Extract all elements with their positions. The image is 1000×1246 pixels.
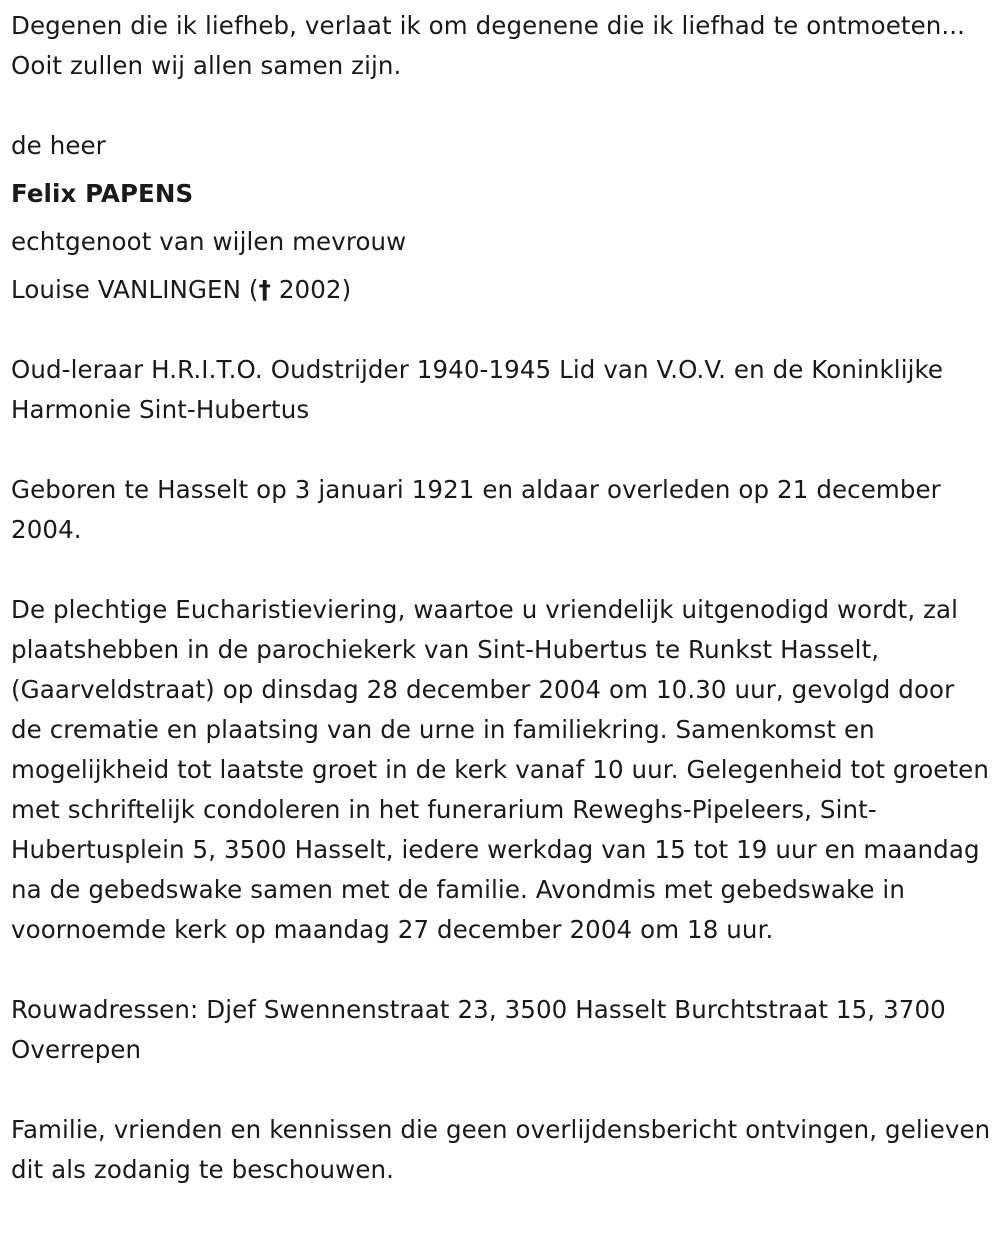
deceased-name: Felix PAPENS	[11, 179, 194, 208]
cross-icon: †	[258, 275, 271, 304]
spouse-year: 2002)	[270, 275, 352, 304]
addresses-paragraph: Rouwadressen: Djef Swennenstraat 23, 3500 Hasselt Burchtstraat 15, 3700 Overrepen	[11, 995, 946, 1064]
spouse-name-line	[11, 270, 991, 310]
closing-paragraph: Familie, vrienden en kennissen die geen overlijdensbericht ontvingen, gelieven dit als zodanig te beschouwen.	[11, 1115, 991, 1184]
obituary-notice	[11, 0, 991, 1190]
opening-quote: Degenen die ik liefheb, verlaat ik om degenene die ik liefhad te ontmoeten... Ooit zullen wij allen samen zijn.	[11, 11, 966, 80]
title-prefix: de heer	[11, 131, 106, 160]
ceremony-paragraph: De plechtige Eucharistieviering, waartoe u vriendelijk uitgenodigd wordt, zal plaatshebben in de parochiekerk van Sint-Hubertus te Runkst Hasselt, (Gaarveldstraat) op dinsdag 28 december 2004 om 10.30 uur, gevolgd door de crematie en plaatsing van de urne in familiekring. Samenkomst en mogelijkheid tot laatste groet in de kerk vanaf 10 uur. Gelegenheid tot groeten met schriftelijk condoleren in het funerarium Reweghs-Pipeleers, Sint-Hubertusplein 5, 3500 Hasselt, iedere werkdag van 15 tot 19 uur en maandag na de gebedswake samen met de familie. Avondmis met gebedswake in voornoemde kerk op maandag 27 december 2004 om 18 uur.	[11, 595, 989, 944]
roles-paragraph: Oud-leraar H.R.I.T.O. Oudstrijder 1940-1945 Lid van V.O.V. en de Koninklijke Harmonie Sint-Hubertus	[11, 355, 944, 424]
spouse-name: Louise VANLINGEN (	[11, 275, 259, 304]
birth-death-paragraph: Geboren te Hasselt op 3 januari 1921 en aldaar overleden op 21 december 2004.	[11, 475, 941, 544]
spouse-relation: echtgenoot van wijlen mevrouw	[11, 227, 407, 256]
